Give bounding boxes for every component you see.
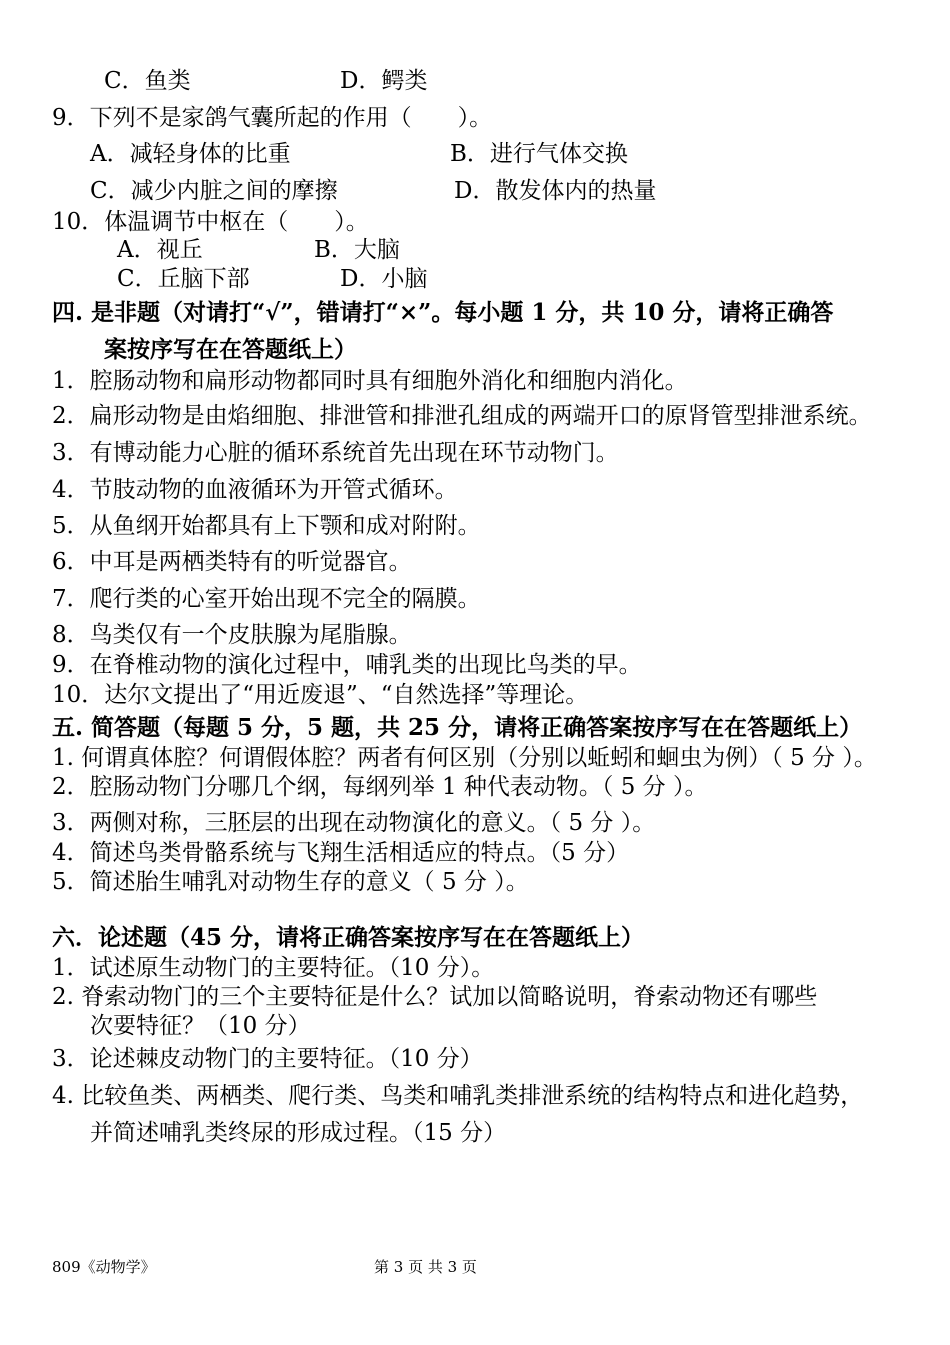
section5-heading: 五. 简答题（每题 5 分，5 题，共 25 分，请将正确答案按序写在在答题纸上） [52, 714, 863, 741]
tf-item-10: 10．达尔文提出了“用近废退”、“自然选择”等理论。 [52, 682, 589, 708]
q8-option-c: C．鱼类 [104, 68, 191, 94]
essay-2: 2. 脊索动物门的三个主要特征是什么？试加以简略说明，脊索动物还有哪些 [52, 984, 818, 1010]
essay-4-cont: 并简述哺乳类终尿的形成过程。（15 分） [90, 1120, 507, 1146]
q9-option-b: B．进行气体交换 [450, 141, 628, 167]
q9-option-a: A．减轻身体的比重 [90, 141, 291, 167]
tf-item-5: 5．从鱼纲开始都具有上下颚和成对附附。 [52, 513, 481, 539]
tf-item-8: 8．鸟类仅有一个皮肤腺为尾脂腺。 [52, 622, 412, 648]
tf-item-1: 1．腔肠动物和扁形动物都同时具有细胞外消化和细胞内消化。 [52, 368, 688, 394]
essay-2-cont: 次要特征？（10 分） [90, 1013, 311, 1039]
q10-option-d: D．小脑 [340, 266, 428, 292]
tf-item-9: 9．在脊椎动物的演化过程中，哺乳类的出现比鸟类的早。 [52, 652, 642, 678]
q10-option-a: A．视丘 [117, 237, 203, 263]
footer-course: 809《动物学》 [52, 1258, 156, 1276]
tf-item-3: 3．有博动能力心脏的循环系统首先出现在环节动物门。 [52, 440, 619, 466]
short-answer-3: 3．两侧对称，三胚层的出现在动物演化的意义。（ 5 分 ）。 [52, 810, 656, 836]
short-answer-1: 1. 何谓真体腔？何谓假体腔？两者有何区别（分别以蚯蚓和蛔虫为例）（ 5 分 ）。 [52, 745, 877, 771]
q8-option-d: D．鳄类 [340, 68, 428, 94]
section6-heading: 六．论述题（45 分，请将正确答案按序写在在答题纸上） [52, 924, 645, 951]
section4-heading: 四. 是非题（对请打“√”，错请打“×”。每小题 1 分，共 10 分，请将正确答 [52, 299, 834, 326]
short-answer-4: 4．简述鸟类骨骼系统与飞翔生活相适应的特点。（5 分） [52, 840, 630, 866]
q9-option-d: D．散发体内的热量 [454, 178, 657, 204]
essay-3: 3．论述棘皮动物门的主要特征。（10 分） [52, 1046, 483, 1072]
essay-4: 4. 比较鱼类、两栖类、爬行类、鸟类和哺乳类排泄系统的结构特点和进化趋势， [52, 1083, 864, 1109]
essay-1: 1．试述原生动物门的主要特征。（10 分）。 [52, 955, 495, 981]
tf-item-2: 2．扁形动物是由焰细胞、排泄管和排泄孔组成的两端开口的原肾管型排泄系统。 [52, 403, 872, 429]
section4-heading-cont: 案按序写在在答题纸上） [104, 336, 357, 363]
tf-item-4: 4．节肢动物的血液循环为开管式循环。 [52, 477, 458, 503]
tf-item-6: 6．中耳是两栖类特有的听觉器官。 [52, 549, 412, 575]
footer-page-number: 第 3 页 共 3 页 [374, 1258, 477, 1276]
q10-stem: 10．体温调节中枢在（ ）。 [52, 209, 369, 235]
short-answer-5: 5．简述胎生哺乳对动物生存的意义（ 5 分 ）。 [52, 869, 529, 895]
q9-stem: 9．下列不是家鸽气囊所起的作用（ ）。 [52, 105, 493, 131]
q10-option-b: B．大脑 [314, 237, 400, 263]
q9-option-c: C．减少内脏之间的摩擦 [90, 178, 338, 204]
tf-item-7: 7．爬行类的心室开始出现不完全的隔膜。 [52, 586, 481, 612]
short-answer-2: 2．腔肠动物门分哪几个纲，每纲列举 1 种代表动物。（ 5 分 ）。 [52, 774, 708, 800]
q10-option-c: C．丘脑下部 [117, 266, 250, 292]
